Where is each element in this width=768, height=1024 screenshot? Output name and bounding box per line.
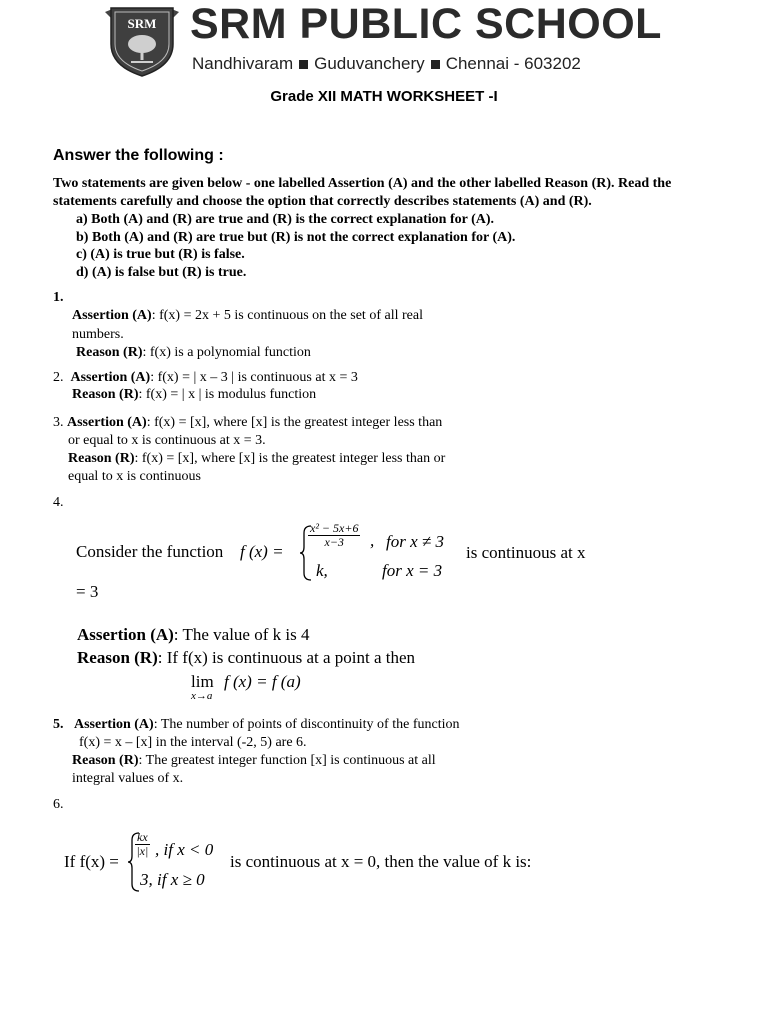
question-number: 5. [53,717,64,732]
q4-case2-value: k, [316,561,328,580]
worksheet-title: Grade XII MATH WORKSHEET -I [270,88,498,105]
fraction-denominator: x−3 [324,534,344,549]
assertion-text: : f(x) = | x – 3 | is continuous at x = 3 [150,370,358,385]
q4-case2-condition: for x = 3 [382,561,443,580]
q2-assertion [53,370,358,386]
q3-reason-cont: equal to x is continuous [68,469,201,484]
fraction-denominator: |x| [136,843,149,858]
option-c: c) (A) is true but (R) is false. [76,247,245,262]
reason-text: : If f(x) is continuous at a point a then [157,648,416,667]
q5-reason-cont: integral values of x. [72,771,184,786]
q5-assertion-cont: f(x) = x – [x] in the interval (-2, 5) are 6. [79,735,307,750]
q4-case1-condition: for x ≠ 3 [386,532,444,551]
option-b: b) Both (A) and (R) are true but (R) is not the correct explanation for (A). [76,230,516,245]
q4-limit-expression: f (x) = f (a) [224,672,301,691]
reason-text: : f(x) = | x | is modulus function [138,387,317,402]
question-number: 1. [53,290,64,305]
question-number: 6. [53,797,64,812]
q1-assertion-cont: numbers. [72,327,124,342]
fraction-numerator: x² − 5x+6 [310,521,359,535]
q3-assertion [53,415,442,431]
assertion-label: Assertion (A) [67,415,147,430]
q3-assertion-cont: or equal to x is continuous at x = 3. [68,433,266,448]
q4-limit-subscript: x→a [191,690,213,702]
q2-reason [72,387,316,403]
q4-tail: is continuous at x [466,543,586,562]
assertion-label: Assertion (A) [77,625,174,644]
address-part: Chennai - 603202 [445,54,581,73]
assertion-text: : f(x) = 2x + 5 is continuous on the set of all real [151,308,423,323]
fraction-numerator: kx [137,830,148,844]
school-logo [101,4,183,78]
q1-assertion [72,308,423,324]
address-part: Nandhivaram [192,54,294,73]
reason-label: Reason (R) [72,753,139,768]
q5-reason [72,753,436,769]
option-a: a) Both (A) and (R) are true and (R) is the correct explanation for (A). [76,212,494,227]
logo-text: SRM [127,16,157,31]
reason-label: Reason (R) [68,451,135,466]
assertion-text: : f(x) = [x], where [x] is the greatest integer less than [146,415,443,430]
q6-case1-fraction [135,831,150,857]
reason-text: : f(x) = [x], where [x] is the greatest integer less than or [134,451,446,466]
q4-reason [77,648,415,668]
reason-label: Reason (R) [72,387,139,402]
assertion-label: Assertion (A) [70,370,151,385]
q4-limit-lim: lim [191,672,214,691]
q6-tail: is continuous at x = 0, then the value of k is: [230,852,532,871]
question-number: 4. [53,495,64,510]
q4-tail-cont: = 3 [76,582,99,601]
q3-reason [68,451,445,467]
assertion-label: Assertion (A) [74,717,154,732]
assertion-label: Assertion (A) [72,308,152,323]
assertion-text: : The number of points of discontinuity of the function [153,717,460,732]
q4-assertion [77,625,309,645]
school-name: SRM PUBLIC SCHOOL [190,0,662,48]
reason-text: : f(x) is a polynomial function [142,345,311,360]
q1-reason [76,345,311,361]
question-number: 3. [53,415,64,430]
intro-line: Two statements are given below - one labelled Assertion (A) and the other labelled Reason (R). Read the [53,176,672,191]
reason-label: Reason (R) [77,648,158,667]
q4-fx: f (x) = [240,542,284,561]
question-number: 2. [53,370,64,385]
reason-text: : The greatest integer function [x] is continuous at all [138,753,436,768]
q6-case2: 3, if x ≥ 0 [140,870,205,889]
q4-case1-fraction [308,522,360,548]
assertion-text: : The value of k is 4 [173,625,310,644]
q4-consider: Consider the function [76,542,224,561]
q5-assertion [53,717,459,733]
reason-label: Reason (R) [76,345,143,360]
intro-line: statements carefully and choose the option that correctly describes statements (A) and (R). [53,194,592,209]
school-address [192,54,581,74]
option-d: d) (A) is false but (R) is true. [76,265,247,280]
q6-case1-condition: , if x < 0 [155,840,214,859]
instruction-heading: Answer the following : [53,147,224,164]
address-part: Guduvanchery [314,54,425,73]
q6-if: If f(x) = [64,852,119,871]
